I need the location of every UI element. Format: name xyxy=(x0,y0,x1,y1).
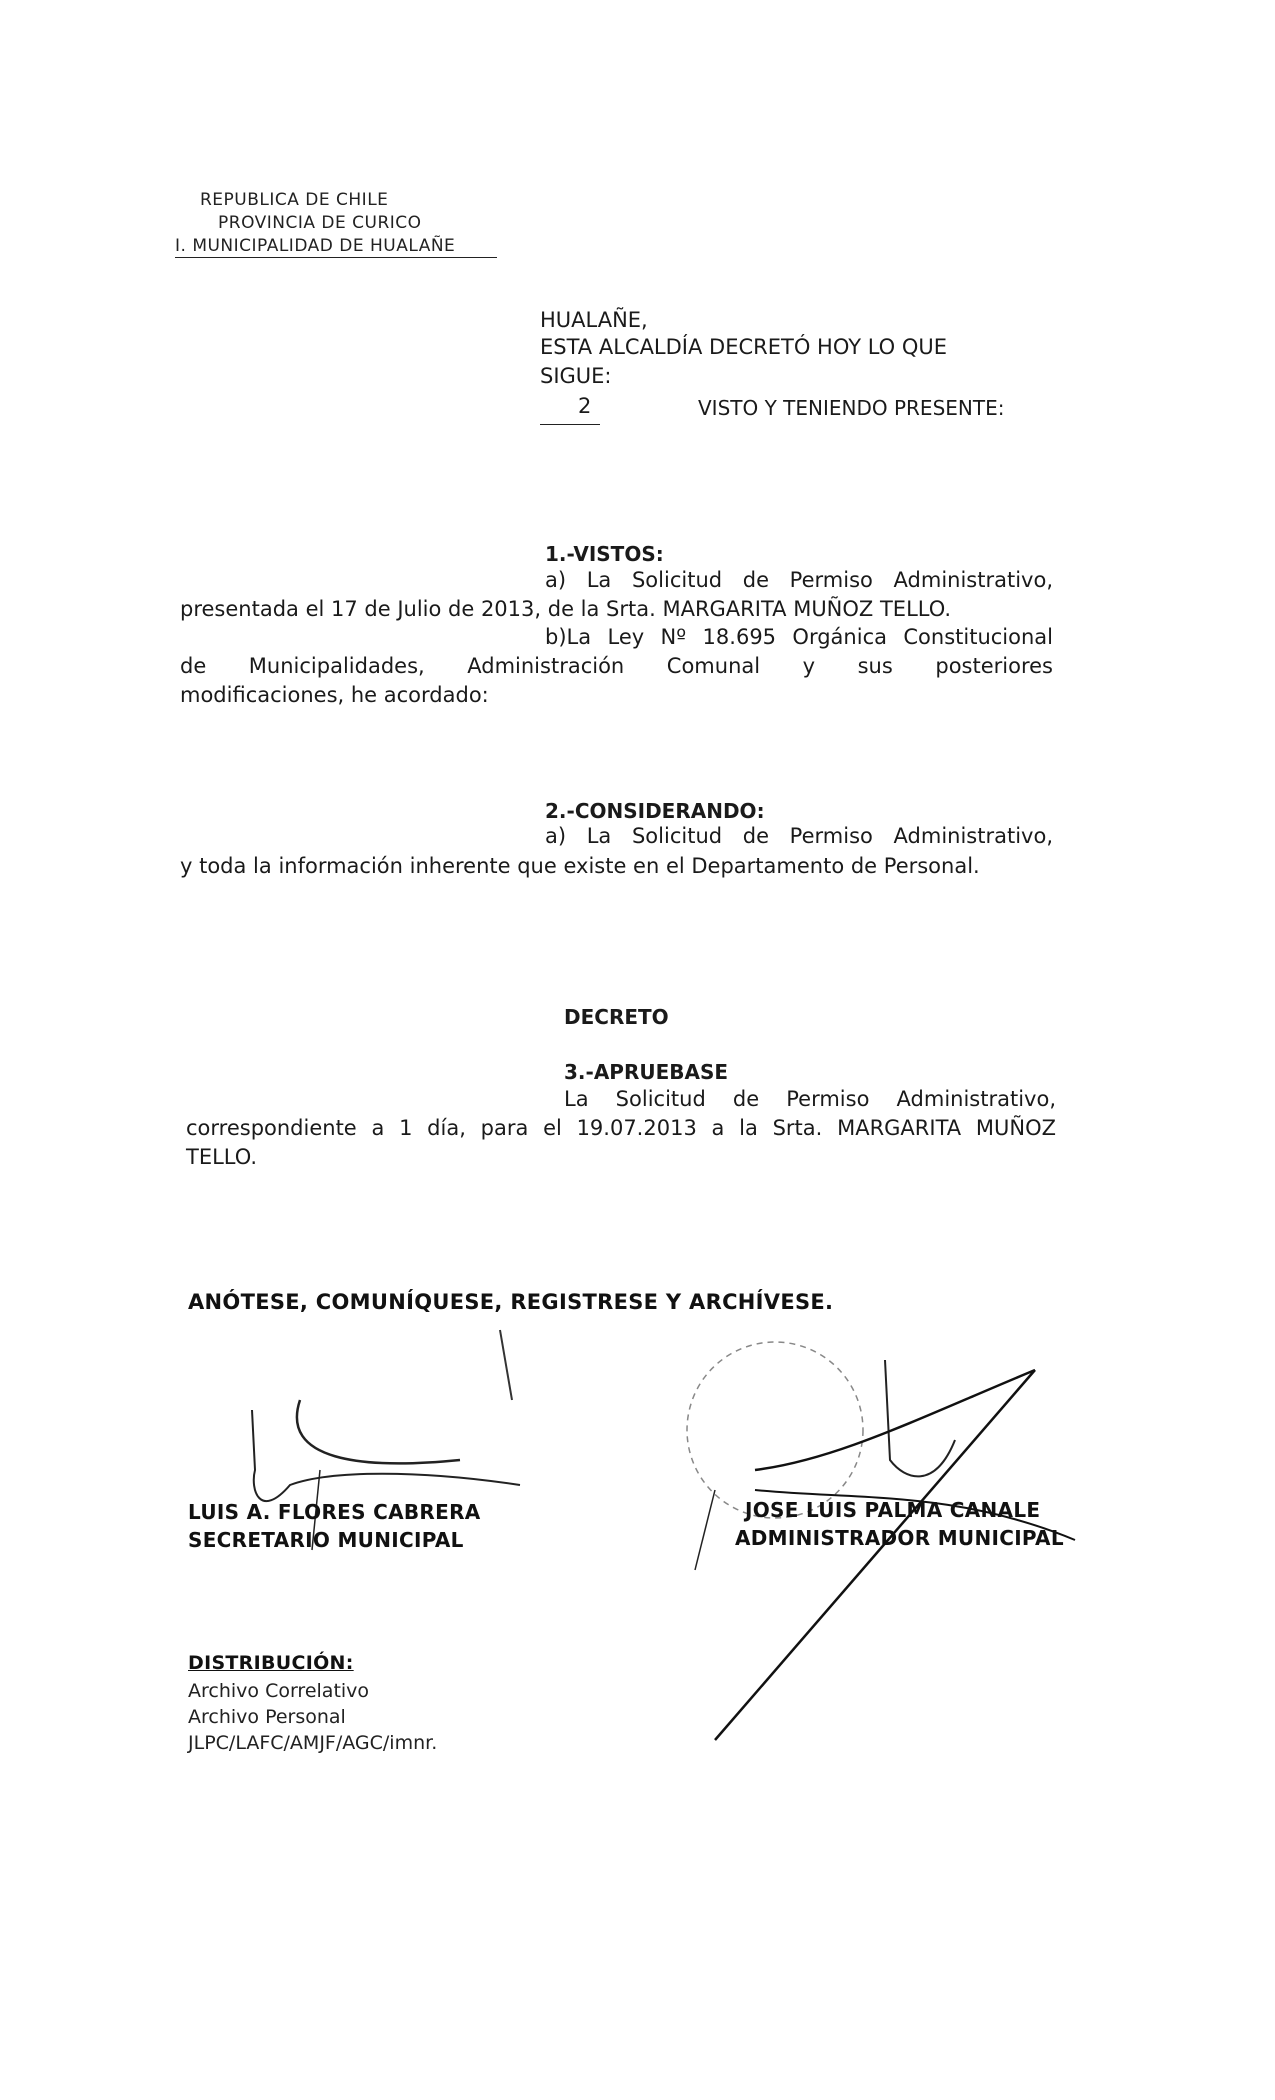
considerando-a-line2: y toda la información inherente que existe en el Departamento de Personal. xyxy=(180,854,980,878)
place-date: HUALAÑE, xyxy=(540,308,648,332)
left-signer-title: SECRETARIO MUNICIPAL xyxy=(188,1528,464,1552)
decreto-line1: La Solicitud de Permiso Administrativo, xyxy=(564,1087,1056,1111)
distribution-heading: DISTRIBUCIÓN: xyxy=(188,1652,354,1674)
decree-number-line xyxy=(540,424,600,425)
left-signer-name: LUIS A. FLORES CABRERA xyxy=(188,1500,481,1524)
vistos-a-line1: a) La Solicitud de Permiso Administrativo, xyxy=(545,568,1053,592)
header-municipality: I. MUNICIPALIDAD DE HUALAÑE xyxy=(175,236,456,256)
vistos-b-line3: modificaciones, he acordado: xyxy=(180,683,489,707)
header-underline xyxy=(175,257,497,258)
distribution-item: JLPC/LAFC/AMJF/AGC/imnr. xyxy=(188,1732,438,1754)
distribution-item: Archivo Personal xyxy=(188,1706,346,1728)
vistos-heading: 1.-VISTOS: xyxy=(545,542,664,566)
decreto-line3: TELLO. xyxy=(186,1145,258,1169)
visto-text: VISTO Y TENIENDO PRESENTE: xyxy=(698,396,1005,420)
right-signer-name: JOSE LUIS PALMA CANALE xyxy=(745,1498,1041,1522)
considerando-a-line1: a) La Solicitud de Permiso Administrativo, xyxy=(545,824,1053,848)
distribution-item: Archivo Correlativo xyxy=(188,1680,370,1702)
decreto-line2: correspondiente a 1 día, para el 19.07.2013 a la Srta. MARGARITA MUÑOZ xyxy=(186,1116,1056,1140)
header-province: PROVINCIA DE CURICO xyxy=(218,213,422,233)
decreto-heading: DECRETO xyxy=(564,1005,669,1029)
vistos-b-line1: b)La Ley Nº 18.695 Orgánica Constitucional xyxy=(545,625,1053,649)
header-republic: REPUBLICA DE CHILE xyxy=(200,190,389,210)
vistos-a-line2: presentada el 17 de Julio de 2013, de la Srta. MARGARITA MUÑOZ TELLO. xyxy=(180,597,952,621)
apruebase-heading: 3.-APRUEBASE xyxy=(564,1060,729,1084)
considerando-heading: 2.-CONSIDERANDO: xyxy=(545,799,765,823)
right-signer-title: ADMINISTRADOR MUNICIPAL xyxy=(735,1526,1064,1550)
decree-number: 2 xyxy=(578,394,592,418)
vistos-b-line2: de Municipalidades, Administración Comunal y sus posteriores xyxy=(180,654,1053,678)
alcaldia-line1: ESTA ALCALDÍA DECRETÓ HOY LO QUE xyxy=(540,335,948,359)
closing-formula: ANÓTESE, COMUNÍQUESE, REGISTRESE Y ARCHÍVESE. xyxy=(188,1290,834,1314)
alcaldia-line2: SIGUE: xyxy=(540,364,612,388)
right-stamp-signature xyxy=(655,1340,1085,1760)
